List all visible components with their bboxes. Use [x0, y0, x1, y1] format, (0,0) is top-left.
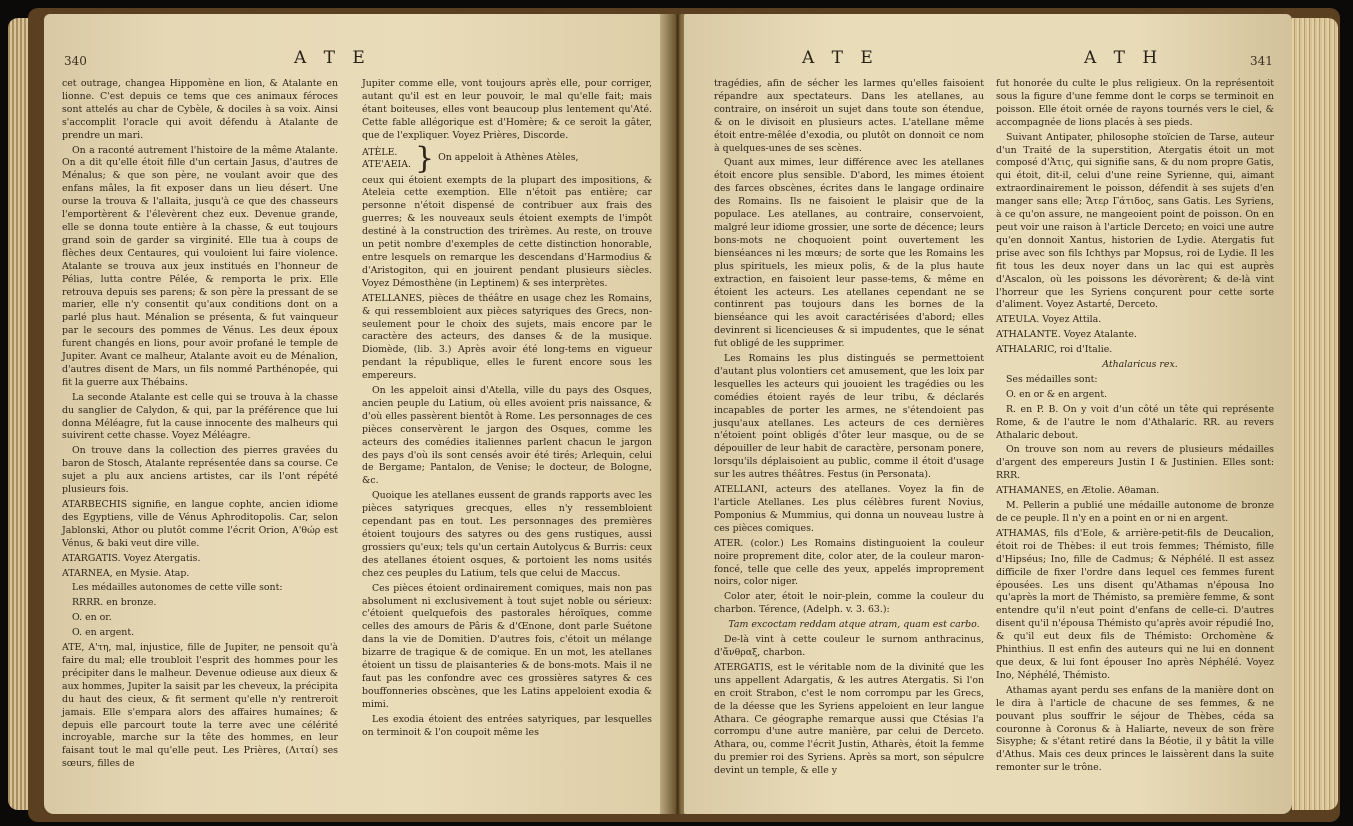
entry: ATHALANTE. Voyez Atalante. [996, 329, 1137, 341]
paragraph: cet outrage, changea Hippomène en lion, & Atalante en lionne. C'est depuis ce tems que ces animaux féroces sont attelés au char de Cybèle, & dociles à sa voix. Ainsi s'accomplit l'oracle qui avoit défendu à Atalante de prendre un mari. [62, 78, 338, 141]
running-head-right: A T H [1084, 48, 1164, 68]
entry-line: Les médailles autonomes de cette ville sont: [72, 582, 283, 594]
right-column-1 [714, 78, 984, 780]
left-page [44, 14, 668, 814]
paragraph: On les appeloit ainsi d'Atella, ville du pays des Osques, ancien peuple du Latium, où elles avoient pris naissance, & d'où elles passèrent bientôt à Rome. Les personnages de ces pièces conservèrent le jargon des Osques, comme les acteurs des comédies italiennes parlent chacun le jargon des pays d'où ils sont censés avoir été tirés; Arlequin, celui de Bergame; Pantalon, de Venise; le docteur, de Bologne, &c. [362, 385, 652, 487]
entry: ATARNEA, en Mysie. Atap. [62, 567, 190, 579]
paragraph: fut honorée du culte le plus religieux. On la représentoit sous la figure d'une femme dont le corps se terminoit en poisson. Elle étoit ornée de rayons tournés vers le ciel, & accompagnée de lions placés à ses pieds. [996, 78, 1274, 128]
paragraph: La seconde Atalante est celle qui se trouva à la chasse du sanglier de Calydon, & qui, par la préférence que lui donna Méléagre, fut la cause innocente des malheurs qui suivirent cette chasse. Voyez Méléagre. [62, 391, 338, 442]
entry: ATHAMAS, fils d'Eole, & arrière-petit-fils de Deucalion, étoit roi de Thèbes: il eut trois femmes; Thémisto, fille d'Hipséus; Ino, fille de Cadmus; & Néphélé. Il est assez difficile de fixer l'ordre dans lequel ces femmes furent épousées. Les uns disent qu'Athamas n'épousa Ino qu'après la mort de Thémisto, sa première femme, & sont entendre qu'il n'eut point d'enfans de celle-ci. D'autres disent qu'il n'épousa Thémisto qu'après avoir répudié Ino, & qu'il eut deux fils de Thémisto: Orchomène & Phinthius. Il est enfin des auteurs qui ne lui en donnent que deux, & lui font épouser Ino après Néphélé. Voyez Ino, Néphélé, Thémisto. [996, 527, 1274, 681]
paragraph: tragédies, afin de sécher les larmes qu'elles faisoient répandre aux spectateurs. Dans les atellanes, au contraire, on inséroit un sujet dans toute son étendue, & on le divisoit en plusieurs actes. L'atellane même étoit entre-mêlée d'exodia, ou plutôt on donnoit ce nom à quelques-unes de ses scènes. [714, 78, 984, 154]
paragraph: Jupiter comme elle, vont toujours après elle, pour corriger, autant qu'il est en leur pouvoir, le mal qu'elle fait; mais étant boiteuses, elles vont beaucoup plus lentement qu'Até. Cette fable allégorique est d'Homère; & ce seroit la gâter, que de l'expliquer. Voyez Prières, Discorde. [362, 78, 652, 141]
paragraph: Ces pièces étoient ordinairement comiques, mais non pas absolument ni exclusivement à tout sujet noble ou sérieux: c'étoient quelquefois des pastorales héroïques, comme celles des amours de Pâris & d'Œnone, dont parle Suétone dans la vie de Domitien. D'autres fois, c'étoit un mélange bizarre de tragique & de comique. En un mot, les atellanes étoient un tissu de plaisanteries & de bons-mots. Mais il ne faut pas les confondre avec ces grossières satyres & ces bouffonneries obscènes, que les Latins appeloient exodia & mimi. [362, 582, 652, 710]
latin-legend: Athalaricus rex. [1102, 359, 1178, 371]
right-page [684, 14, 1292, 814]
entry-line: O. en or & en argent. [1006, 388, 1108, 400]
book-edge-right [1292, 18, 1338, 810]
paragraph: Quant aux mimes, leur différence avec les atellanes étoit encore plus sensible. D'abord, les mimes étoient des farces obscènes, écrites dans le langage ordinaire des Romains. Ils ne faisoient le plaisir que de la populace. Les atellanes, au contraire, conservoient, malgré leur idiome grossier, une sorte de décence; leurs bons-mots ne choquoient point ouvertement les bienséances ni les mœurs; de sorte que les Romains les plus spirituels, les mieux polis, & de la plus haute extraction, en faisoient leur passe-tems, & même en étoient les acteurs. Les atellanes cependant ne se continrent pas toujours dans les bornes de la bienséance qui les avoit caractérisées d'abord; elles devinrent si licencieuses & si impudentes, que le sénat fut obligé de les supprimer. [714, 157, 984, 350]
entry-name: ATÈLE. [362, 146, 398, 158]
paragraph: De-là vint à cette couleur le surnom anthracinus, d'ἄνθραξ, charbon. [714, 634, 984, 658]
paragraph: Quoique les atellanes eussent de grands rapports avec les pièces satyriques grecques, elles n'y ressembloient cependant pas en tout. Les personnages des premières étoient toujours des satyres ou des gens rustiques, aussi grossiers qu'eux; tels qu'un certain Autolycus & Burris: ceux des atellanes étoient osques, & portoient les noms usités chez ces peuples du Latium, tels que celui de Maccus. [362, 490, 652, 579]
entry-line: O. en argent. [72, 627, 135, 639]
paragraph: On trouve son nom au revers de plusieurs médailles d'argent des empereurs Justin I & Justinien. Elles sont: RRR. [996, 444, 1274, 482]
paragraph: Les exodia étoient des entrées satyriques, par lesquelles on terminoit & l'on coupoit même les [362, 713, 652, 738]
entry: ATER. (color.) Les Romains distinguoient la couleur noire proprement dite, color ater, de la couleur maron-foncé, telle que celle des yeux, appelés improprement noirs, color niger. [714, 537, 984, 588]
entry: ATARBECHIS signifie, en langue cophte, ancien idiome des Egyptiens, ville de Vénus Aphroditopolis. Car, selon Jablonski, Athor ou plutôt comme l'écrit Orion, A'θώρ est Vénus, & baki veut dire ville. [62, 499, 338, 549]
paragraph: M. Pellerin a publié une médaille autonome de bronze de ce peuple. Il n'y en a point en or ni en argent. [996, 500, 1274, 524]
entry: ATELLANI, acteurs des atellanes. Voyez la fin de l'article Atellanes. Les plus célèbres furent Novius, Pomponius & Mummius, qui donna un nouveau lustre à ces pièces comiques. [714, 484, 984, 534]
running-head: A T E [294, 48, 371, 68]
entry: ATHAMANES, en Ætolie. Aθaman. [996, 485, 1160, 497]
paragraph: Les Romains les plus distingués se permettoient d'autant plus volontiers cet amusement, que les loix par lesquelles les acteurs qui jouoient les tragédies ou les comédies étoient rayés de leur tribu, & déclarés incapables de porter les armes, ne s'étendoient pas jusqu'aux atellanes. Les acteurs de ces dernières n'étoient point obligés d'ôter leur masque, ou de se dépouiller de leur habit de caractère, personam ponere, lorsqu'ils déplaisoient au public, comme il étoit d'usage sur les autres théâtres. Festus (in Personata). [714, 353, 984, 481]
entry-name: ATE'AEIA. [362, 158, 411, 170]
brace-glyph: } [415, 140, 435, 176]
paragraph: Color ater, étoit le noir-plein, comme la couleur du charbon. Térence, (Adelph. v. 3. 63.): [714, 591, 984, 616]
entry: ATEULA. Voyez Attila. [996, 314, 1102, 326]
paragraph: R. en P. B. On y voit d'un côté un tête qui représente Rome, & de l'autre le nom d'Athalaric. RR. au revers Athalaric debout. [996, 403, 1274, 441]
page-number: 340 [64, 54, 87, 68]
entry-line: RRRR. en bronze. [72, 597, 157, 609]
paragraph: Athamas ayant perdu ses enfans de la manière dont on le dira à l'article de chacune de ses femmes, & ne pouvant plus souffrir le séjour de Thèbes, céda sa couronne à Coronus & à Haliarte, neveux de son frère Sisyphe; & s'étant retiré dans la Béotie, il y bâtit la ville d'Athus. Mais ces deux princes le laissèrent dans la suite remonter sur le trône. [996, 684, 1274, 774]
entry-line: Ses médailles sont: [1006, 373, 1098, 385]
page-number: 341 [1250, 54, 1273, 68]
paragraph: ceux qui étoient exempts de la plupart des impositions, & Ateleia cette exemption. Elle n'étoit pas entière; car personne n'étoit dispensé de contribuer aux frais des guerres; & les nouveaux seuls étoient exempts de l'impôt destiné à la construction des trirèmes. Au reste, on trouve un petit nombre d'exemples de cette distinction honorable, entre lesquels on remarque les descendans d'Harmodius & d'Aristogiton, qui en jouirent pendant plusieurs siècles. Voyez Démosthène (in Leptinem) & ses interprètes. [362, 174, 652, 289]
paragraph: On a raconté autrement l'histoire de la même Atalante. On a dit qu'elle étoit fille d'un certain Jasus, d'autres de Ménalus; & que son père, ne voulant avoir que des enfans mâles, la fit exposer dans un lieu désert. Une ourse la trouva & l'allaita, jusqu'à ce que des chasseurs l'emportèrent & l'élevèrent chez eux. Devenue grande, elle se donna toute entière à la chasse, & eut toujours grand soin de garder sa virginité. Elle tua à coups de flèches deux Centaures, qui vouloient lui faire violence. Atalante se trouva aux jeux institués en l'honneur de Pélias, lutta contre Pélée, & remporta le prix. Elle retrouva depuis ses parens; & son père la pressant de se marier, elle n'y consentit qu'aux conditions dont on a parlé plus haut. Ménalion se présenta, & fut vainqueur par le secours des pommes de Vénus. Les deux époux furent changés en lions, pour avoir profané le temple de Jupiter. Avant ce malheur, Atalante avoit eu de Ménalion, d'autres disent de Mars, un fils nommé Parthénopée, qui fit la guerre aux Thébains. [62, 144, 338, 388]
entry: ATARGATIS. Voyez Atergatis. [62, 552, 201, 564]
left-column-2 [362, 78, 652, 742]
entry-line: O. en or. [72, 612, 112, 624]
right-column-2 [996, 78, 1274, 777]
entry: ATE, Α'τη, mal, injustice, fille de Jupiter, ne pensoit qu'à faire du mal; elle troubloit l'esprit des hommes pour les précipiter dans le malheur. Devenue odieuse aux dieux & aux hommes, Jupiter la saisit par les cheveux, la précipita du haut des cieux, & fit serment qu'elle n'y rentreroit jamais. Elle s'empara alors des affaires humaines; & depuis elle parcourt toute la terre avec une célérité incroyable, marche sur la tête des hommes, en leur faisant tout le mal qu'elle peut. Les Prières, (Λιταί) ses sœurs, filles de [62, 642, 338, 770]
paragraph: Suivant Antipater, philosophe stoïcien de Tarse, auteur d'un Traité de la superstition, Atergatis étoit un mot composé d'Ἀτις, qui signifie sans, & du nom propre Gatis, qui étoit, dit-il, celui d'une reine Syrienne, qui, aimant extraordinairement le poisson, défendit à ses sujets d'en manger sans elle; Ἄτερ Γάτιδος, sans Gatis. Les Syriens, à ce qu'on assure, ne mangeoient point de poisson. On en peut voir une raison à l'article Derceto; en voici une autre qu'en donnoit Xantus, historien de Lydie. Atergatis fut prise avec son fils Ichthys par Mopsus, roi de Lydie. Il les fit tous les deux noyer dans un lac qui est auprès d'Ascalon, où les poissons les dévorèrent; & de-là vint l'horreur que les Syriens conçurent pour cette sorte d'aliment. Voyez Astarté, Derceto. [996, 131, 1274, 311]
latin-quote: Tam excoctam reddam atque atram, quam est carbo. [728, 619, 980, 631]
left-column-1 [62, 78, 338, 773]
paragraph: On trouve dans la collection des pierres gravées du baron de Stosch, Atalante représentée dans sa course. Ce sujet a plu aux anciens artistes, car ils l'ont répété plusieurs fois. [62, 445, 338, 496]
entry: ATHALARIC, roi d'Italie. [996, 344, 1113, 356]
running-head-left: A T E [802, 48, 879, 68]
entry: ATELLANES, pièces de théâtre en usage chez les Romains, & qui ressembloient aux pièces satyriques des Grecs, non-seulement pour le choix des sujets, mais encore par le caractère des acteurs, des danses & de la musique. Diomède, (lib. 3.) Après avoir été long-tems en vigueur pendant la république, elles le furent encore sous les empereurs. [362, 292, 652, 382]
entry-text: On appeloit à Athènes Atèles, [438, 152, 579, 164]
entry: ATERGATIS, est le véritable nom de la divinité que les uns appellent Adargatis, & les autres Atergatis. Si l'on en croit Strabon, c'est le nom corrompu par les Grecs, de la déesse que les Syriens appeloient en leur langue Athara. Ce géographe remarque aussi que Ctésias l'a corrompu d'une autre manière, par celui de Derceto. Athara, ou, comme l'écrit Justin, Atharès, étoit la femme du premier roi des Syriens. Après sa mort, son sépulcre devint un temple, & elle y [714, 661, 984, 777]
brace-entry [362, 140, 652, 176]
